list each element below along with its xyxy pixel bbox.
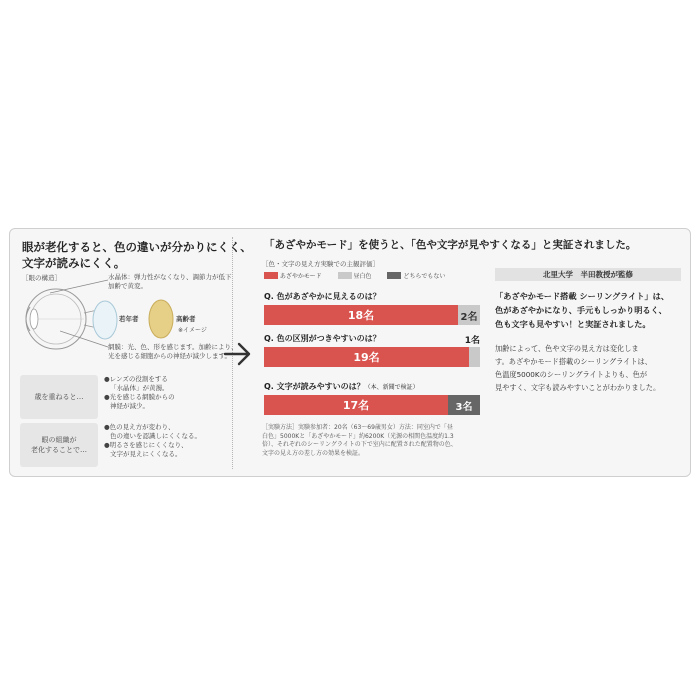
lens-note-line2: 加齢で黄変。	[108, 282, 147, 290]
age-bullet: ●レンズの役割をする	[104, 375, 168, 383]
bar-neither-count: 3名	[448, 395, 480, 415]
experiment-method	[262, 424, 457, 458]
right-body	[495, 342, 660, 394]
aging-bullet: ●明るさを感じにくくなり、	[104, 441, 188, 449]
body-line: 加齢によって、色や文字の見え方は変化しま	[495, 344, 639, 353]
aging-tissue-line2: 老化することで…	[31, 446, 87, 454]
lens-note	[108, 273, 232, 291]
old-label: 高齢者	[176, 315, 196, 323]
image-note: ※イメージ	[178, 327, 207, 334]
legend-label-neither: どちらでもない	[403, 273, 446, 280]
legend-swatch-neither	[387, 272, 401, 279]
retina-note-line1: 網膜：光、色、形を感じます。加齢により、	[108, 343, 238, 351]
right-lead	[495, 289, 669, 331]
eye-structure-label: ［眼の構造］	[22, 274, 61, 282]
body-line: 色温度5000Kのシーリングライトよりも、色が	[495, 370, 648, 379]
survey-title: ［色・文字の見え方実験での主観評価］	[262, 260, 379, 268]
retina-note-line2: 光を感じる細胞からの神経が減少します。	[108, 352, 231, 360]
old-lens-icon	[146, 297, 176, 341]
right-arrow-icon	[221, 341, 253, 367]
legend-label-vivid: あざやかモード	[279, 273, 322, 280]
age-bullet: ●光を感じる網膜からの	[104, 393, 175, 401]
method-line: 白色」5000Kと「あざやかモード」約6200K（光源の相関色温度約1.3	[262, 432, 454, 440]
lead-line: 色も文字も見やすい！と実証されました。	[495, 319, 651, 329]
age-box: 歳を重ねると…	[20, 375, 98, 419]
question-label: Q. 色の区別がつきやすいのは？	[264, 334, 381, 343]
age-bullet: 神経が減少。	[110, 402, 149, 410]
method-line: 倍）、それぞれのシーリングライトの下で室内に配置された配置物の色、	[262, 441, 457, 448]
body-line: す。あざやかモード搭載のシーリングライトは、	[495, 357, 652, 366]
legend-label-daylight: 昼白色	[353, 273, 372, 280]
body-line: 見やすく、文字も読みやすいことがわかりました。	[495, 383, 661, 392]
stacked-bar	[264, 395, 480, 415]
question-label: Q. 色があざやかに見えるのは？	[264, 292, 381, 301]
age-bullet: 「水晶体」が黄濁。	[110, 384, 169, 392]
method-line: 文字の見え方の差し方の効果を検証。	[262, 449, 365, 457]
question-label: Q. 文字が読みやすいのは？	[264, 382, 365, 391]
aging-bullet: 色の違いを認識しにくくなる。	[110, 432, 201, 440]
young-label: 若年者	[119, 315, 139, 323]
chart-row-vivid	[264, 291, 480, 325]
daylight-count-label: 1名	[464, 336, 480, 346]
retina-note	[108, 343, 237, 361]
bar-vivid-count: 19名	[264, 347, 469, 367]
center-headline: 「あざやかモード」を使うと、「色や文字が見やすくなる」と実証されました。	[264, 239, 637, 251]
stacked-bar	[264, 347, 480, 367]
left-headline-line1: 眼が老化すると、色の違いが分かりにくく、	[22, 240, 252, 254]
aging-bullets	[104, 423, 201, 459]
retina-leader-line	[60, 329, 110, 349]
aging-bullet: ●色の見え方が変わり、	[104, 423, 175, 431]
question-label-row	[264, 381, 480, 392]
question-label-row	[264, 333, 480, 344]
bar-daylight-segment: 2名	[458, 305, 480, 325]
lens-leader-line	[50, 277, 110, 295]
aging-bullet: 文字が見えにくくなる。	[110, 450, 182, 458]
method-line: ［実験方法］実験参加者：20名（63〜69歳男女）方法：同室内で「昼	[262, 424, 453, 431]
aging-tissue-line1: 眼の組織が	[41, 436, 77, 444]
legend-swatch-vivid	[264, 272, 278, 279]
lead-line: 「あざやかモード搭載 シーリングライト」は、	[495, 291, 670, 301]
left-headline-line2: 文字が読みにくく。	[22, 256, 126, 270]
left-headline	[22, 239, 252, 271]
chart-row-reading	[264, 381, 480, 415]
stacked-bar	[264, 305, 480, 325]
comparison-panel	[9, 228, 691, 477]
age-bullets	[104, 375, 175, 411]
aging-tissue-box	[20, 423, 98, 467]
chart-row-distinguish	[264, 333, 480, 367]
bar-vivid-count: 18名	[264, 305, 458, 325]
chart-legend	[264, 271, 445, 280]
legend-swatch-daylight	[338, 272, 352, 279]
bar-daylight-segment	[469, 347, 480, 367]
supervisor-badge: 北里大学 半田教授が監修	[495, 268, 681, 281]
lead-line: 色があざやかになり、手元もしっかり明るく、	[495, 305, 667, 315]
bar-vivid-count: 17名	[264, 395, 448, 415]
lens-note-line1: 水晶体：弾力性がなくなり、調節力が低下	[108, 273, 232, 281]
question-sublabel: （本、新聞で検証）	[364, 384, 419, 391]
